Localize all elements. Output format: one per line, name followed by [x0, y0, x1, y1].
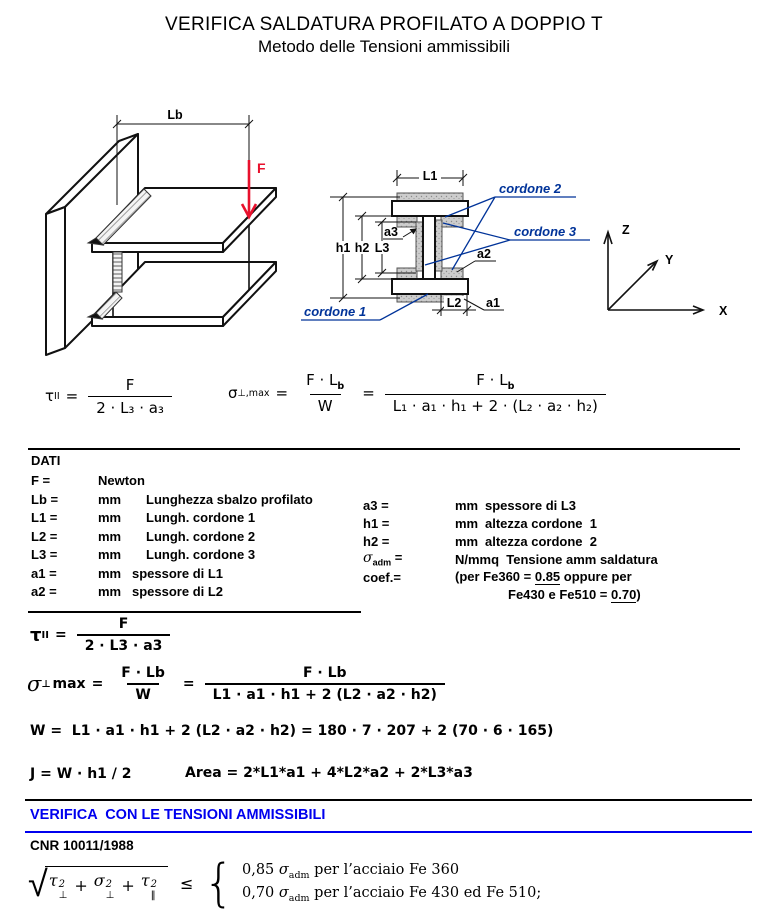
numerator: $F \cdot L_b$	[476, 371, 515, 392]
numerator: $F \cdot L_b$	[306, 371, 345, 392]
axes-triad	[595, 218, 760, 323]
force-label: F	[257, 160, 266, 176]
denominator: 2 · L3 · a3	[77, 634, 171, 654]
table-row-sigma-adm: $\sigma_{adm}$ = N/mmq Tensione amm saldatura	[363, 550, 658, 568]
j-equation: J = W · h1 / 2	[30, 766, 132, 782]
formula2-sigma	[27, 662, 449, 706]
dim-label-lb: Lb	[167, 108, 183, 122]
equals-sign: =	[362, 384, 375, 402]
plus-sign: +	[74, 876, 88, 895]
term-sigma-perp: σ 2 ⊥	[93, 871, 115, 901]
equals-sign: =	[91, 676, 104, 692]
norm-reference: CNR 10011/1988	[30, 838, 134, 853]
cross-section-drawing	[280, 160, 595, 330]
max-label: max	[52, 676, 86, 692]
numerator: F	[125, 375, 135, 394]
z-axis-label: Z	[622, 223, 630, 237]
verification-formula	[28, 855, 541, 911]
cases-brace: {	[203, 853, 234, 913]
numerator: F	[118, 616, 129, 632]
term-tau-perp: τ 2 ⊥	[48, 871, 68, 901]
verification-heading: VERIFICA CON LE TENSIONI AMMISSIBILI	[30, 807, 326, 823]
denominator: L1 · a1 · h1 + 2 (L2 · a2 · h2)	[205, 683, 445, 703]
page-title: VERIFICA SALDATURA PROFILATO A DOPPIO T	[165, 14, 603, 35]
fraction-w	[113, 665, 173, 703]
table-row: L3 = mm Lungh. cordone 3	[31, 547, 256, 563]
coef-value-fe430: 0.70	[611, 587, 637, 602]
weld-cordone3	[416, 222, 423, 271]
formula-sigma-max	[228, 364, 610, 422]
tau-subscript: II	[41, 629, 49, 641]
cordone2-label: cordone 2	[499, 181, 562, 196]
denominator: 2 · L₃ · a₃	[88, 396, 172, 417]
table-row-coef: coef.= (per Fe360 = 0.85 oppure per	[363, 569, 632, 585]
table-row: a3 = mm spessore di L3	[363, 497, 577, 513]
thickness-label-a1: a1	[486, 296, 500, 310]
x-axis-label: X	[719, 304, 728, 318]
fraction	[77, 616, 171, 654]
plus-sign: +	[121, 876, 135, 895]
sigma-subscript: ⊥	[41, 678, 51, 690]
fraction-expanded	[385, 371, 606, 415]
ibeam-outline	[392, 201, 468, 294]
y-axis-label: Y	[665, 253, 674, 267]
sigma-symbol: σ	[228, 384, 238, 402]
page-subtitle: Metodo delle Tensioni ammissibili	[258, 37, 510, 56]
denominator: L₁ · a₁ · h₁ + 2 · (L₂ · a₂ · h₂)	[385, 394, 606, 415]
denominator: W	[310, 394, 341, 415]
equals-sign: =	[54, 627, 67, 643]
equals-sign: =	[65, 387, 79, 405]
w-equation: W = L1 · a1 · h1 + 2 (L2 · a2 · h2) = 180 · 7 · 207 + 2 (70 · 6 · 165)	[30, 723, 554, 739]
radicand	[45, 866, 168, 900]
divider	[25, 799, 752, 801]
weld-cordone3	[435, 220, 442, 271]
dim-label-l3: L3	[374, 241, 390, 255]
table-row: F = Newton	[31, 473, 145, 489]
dati-heading: DATI	[31, 453, 61, 468]
table-row: a1 = mm spessore di L1	[31, 565, 224, 581]
tau-symbol: τ	[45, 387, 55, 405]
dim-label-h1: h1	[335, 241, 351, 255]
fraction-expanded	[205, 665, 445, 703]
table-row: L2 = mm Lungh. cordone 2	[31, 528, 256, 544]
thickness-label-a3: a3	[384, 225, 398, 239]
formula-tau-parallel	[45, 371, 176, 421]
sigma-symbol: σ	[363, 550, 373, 567]
area-equation: Area = 2*L1*a1 + 4*L2*a2 + 2*L3*a3	[185, 765, 473, 781]
tau-subscript: II	[54, 390, 60, 402]
dim-label-h2: h2	[354, 241, 370, 255]
dim-label-l1: L1	[422, 169, 438, 183]
sqrt-icon: √	[28, 863, 48, 905]
coef-value-fe360: 0.85	[534, 569, 561, 584]
isometric-weld-drawing	[38, 88, 308, 368]
weld-cordone1-top	[397, 193, 463, 201]
numerator: F · Lb	[302, 665, 347, 681]
table-row-coef-2: Fe430 e Fe510 = 0.70)	[508, 587, 641, 602]
divider-blue	[25, 831, 752, 833]
case-fe430-fe510: 0,70 $\sigma_{adm}$ per l’acciaio Fe 430 ed Fe 510;	[241, 885, 542, 904]
cordone1-label: cordone 1	[304, 304, 367, 319]
verification-cases	[242, 862, 541, 904]
divider	[28, 448, 740, 450]
denominator: W	[127, 683, 158, 703]
equals-sign: =	[182, 676, 195, 692]
table-row: Lb = mm Lunghezza sbalzo profilato	[31, 491, 313, 507]
formula2-tau	[30, 615, 174, 655]
dim-label-l2: L2	[446, 296, 462, 310]
sigma-symbol: σ	[27, 672, 42, 696]
sigma-subscript: ⊥,max	[237, 387, 270, 399]
divider	[28, 611, 361, 613]
numerator: F · Lb	[121, 665, 165, 681]
fraction-w	[298, 371, 352, 415]
thickness-label-a2: a2	[477, 247, 491, 261]
j-area-line	[30, 765, 730, 783]
term-tau-parallel: τ 2 ‖	[140, 871, 158, 901]
table-row: h1 = mm altezza cordone 1	[363, 515, 597, 531]
table-row: L1 = mm Lungh. cordone 1	[31, 510, 256, 526]
dati-table-right	[363, 496, 658, 604]
equals-sign: =	[275, 384, 289, 402]
table-row: a2 = mm spessore di L2	[31, 584, 224, 600]
fraction	[88, 376, 172, 417]
cordone3-label: cordone 3	[514, 224, 577, 239]
case-fe360: 0,85 $\sigma_{adm}$ per l’acciaio Fe 360	[241, 862, 460, 881]
y-axis	[608, 263, 655, 310]
table-row: h2 = mm altezza cordone 2	[363, 533, 597, 549]
less-equal-sign: ≤	[180, 873, 194, 893]
dati-table-left	[31, 453, 313, 601]
tau-symbol: τ	[30, 624, 42, 646]
